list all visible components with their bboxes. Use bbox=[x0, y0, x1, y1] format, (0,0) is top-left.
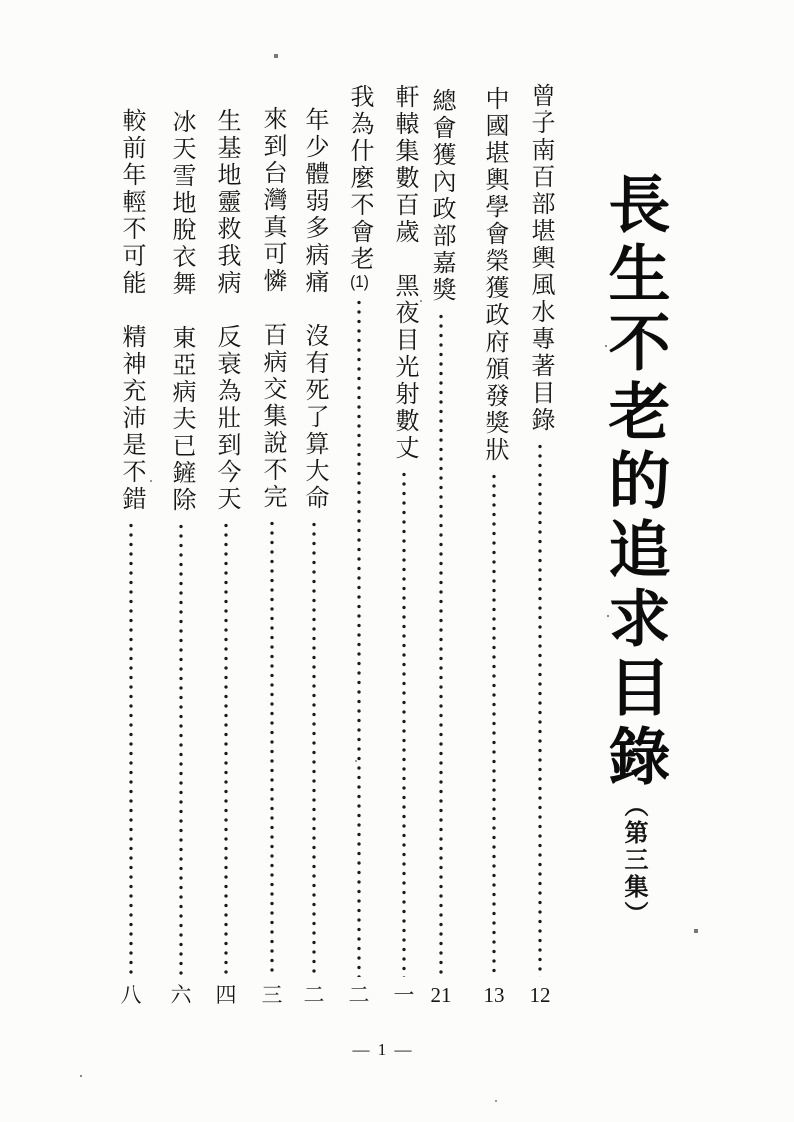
toc-entry-text: 冰天雪地脫衣舞 東亞病夫已鏟除 bbox=[168, 109, 195, 514]
toc-entry-text: 較前年輕不可能 精神充沛是不錯 bbox=[118, 108, 145, 513]
toc-entry-text: 曾子南百部堪輿風水專著目錄 bbox=[527, 83, 554, 434]
toc-page-number: 21 bbox=[430, 983, 452, 1007]
page-footer-number: — 1 — bbox=[352, 1040, 414, 1059]
dot-leader bbox=[437, 312, 445, 977]
toc-entry-text: 來到台灣真可憐 百病交集說不完 bbox=[259, 106, 286, 511]
toc-entry-text: 軒轅集數百歲 黑夜目光射數丈 bbox=[391, 84, 418, 462]
toc-page-number: 六 bbox=[170, 983, 192, 1007]
toc-entry-text: 生基地靈救我病 反衰為壯到今天 bbox=[213, 108, 240, 513]
toc-page-number: 三 bbox=[261, 983, 283, 1007]
toc-entry-5 bbox=[337, 84, 381, 1008]
toc-page-number: 八 bbox=[120, 983, 142, 1007]
dot-leader bbox=[222, 521, 230, 977]
toc-page-number: 一 bbox=[393, 983, 415, 1007]
toc-entry-text: 總會獲內政部嘉獎 bbox=[428, 88, 455, 304]
toc-entry-2 bbox=[472, 86, 516, 1008]
toc-page-number: 二 bbox=[348, 983, 370, 1007]
toc-entry-text: 我為什麼不會老(1) bbox=[346, 84, 373, 290]
toc-entry-suffix: (1) bbox=[350, 273, 369, 290]
toc-page-number: 四 bbox=[215, 983, 237, 1007]
dot-leader bbox=[268, 519, 276, 977]
toc-entry-10 bbox=[109, 108, 153, 1008]
toc-entry-8 bbox=[204, 108, 248, 1008]
book-title-vertical bbox=[594, 172, 668, 984]
dot-leader bbox=[536, 442, 544, 977]
dot-leader bbox=[490, 472, 498, 977]
dot-leader bbox=[127, 521, 135, 977]
dot-leader bbox=[310, 520, 318, 977]
toc-entry-1 bbox=[518, 83, 562, 1008]
toc-page-number: 13 bbox=[483, 983, 505, 1007]
toc-entry-9 bbox=[159, 109, 203, 1008]
dot-leader bbox=[400, 470, 408, 977]
dot-leader bbox=[355, 298, 363, 977]
toc-entry-text: 中國堪輿學會榮獲政府頒發獎狀 bbox=[481, 86, 508, 464]
book-title: 長生不老的追求目錄 bbox=[599, 172, 668, 793]
toc-entry-text: 年少體弱多病痛 沒有死了算大命 bbox=[301, 107, 328, 512]
toc-entry-4 bbox=[382, 84, 426, 1008]
book-title-volume: （第三集） bbox=[620, 793, 647, 928]
toc-page-number: 12 bbox=[529, 983, 551, 1007]
dot-leader bbox=[177, 522, 185, 977]
toc-entry-6 bbox=[292, 107, 336, 1008]
scan-speckles bbox=[0, 0, 2, 2]
toc-entry-7 bbox=[250, 106, 294, 1008]
toc-page-number: 二 bbox=[303, 983, 325, 1007]
